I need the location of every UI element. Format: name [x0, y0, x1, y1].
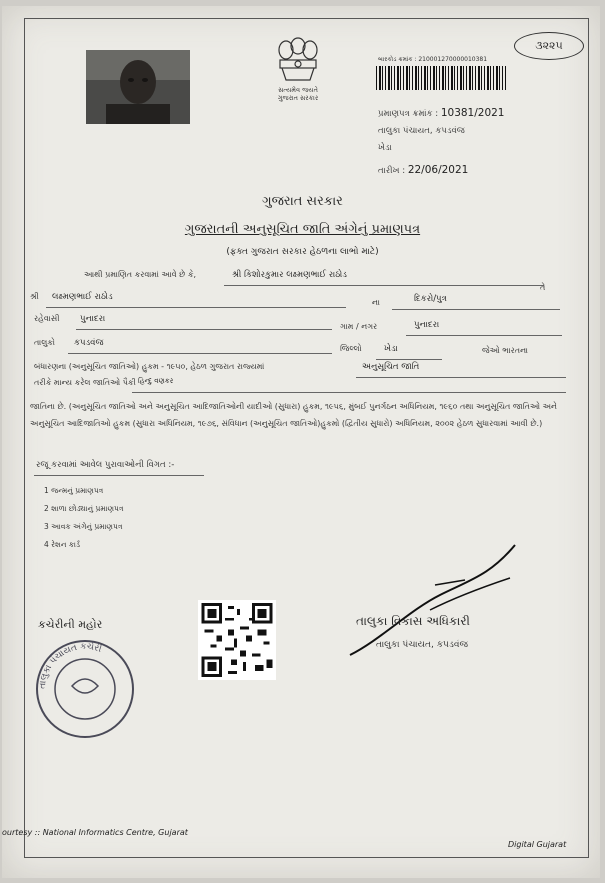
office-seal-icon — [30, 634, 140, 744]
taluka: કપડવંજ — [74, 338, 104, 348]
officer-title: તાલુકા વિકાસ અધિકારી — [356, 614, 470, 628]
certificate-number-row — [378, 107, 505, 119]
father-prefix: શ્રી — [30, 292, 39, 301]
underline — [76, 329, 332, 330]
handwritten-serial: ૩૨૨૫ — [514, 32, 584, 60]
underline — [224, 285, 544, 286]
office-line2: ખેડા — [378, 143, 392, 153]
india-label: જેઓ ભારતના — [482, 346, 529, 355]
date-label: તારીખ : — [378, 166, 406, 176]
certificate-subtitle: (ફક્ત ગુજરાત સરકાર હેઠળના લાભો માટે) — [226, 247, 379, 257]
office-line1: તાલુકા પંચાયત, કપડવંજ — [378, 126, 465, 136]
underline — [132, 392, 566, 393]
certificate-paper — [2, 6, 600, 878]
category: અનુસૂચિત જાતિ — [362, 362, 420, 372]
footer-brand: Digital Gujarat — [508, 840, 567, 849]
officer-office: તાલુકા પંચાયત, કપડવંજ — [376, 640, 468, 650]
resident-label: રહેવાસી — [34, 314, 60, 323]
date-row — [378, 164, 468, 176]
issue-date: 22/06/2021 — [407, 164, 469, 176]
document-item: 4 રેશન કાર્ડ — [44, 540, 81, 549]
constitution-line: બંધારણના (અનુસૂચિત જાતિઓ) હુકમ - ૧૯૫૦, હેઠળ ગુજરાત રાજ્યમાં — [34, 362, 265, 371]
caste: હિન્દુ વણકર — [138, 377, 174, 385]
father-name: લક્ષ્મણભાઈ રાઠોડ — [52, 292, 113, 302]
underline — [376, 359, 442, 360]
taluka-label: તાલુકો — [34, 338, 55, 347]
district-label: જિલ્લો — [340, 344, 362, 353]
barcode-label: બારકોડ ક્રમાંક : 210001270000010381 — [378, 56, 488, 63]
certificate-title: ગુજરાતની અનુસૂચિત જાતિ અંગેનું પ્રમાણપત્ર — [184, 222, 421, 237]
underline — [392, 309, 560, 310]
resident: પુનાદરા — [80, 314, 106, 324]
documents-heading: રજૂ કરવામાં આવેલ પુરાવાઓની વિગત :- — [36, 460, 175, 470]
govt-title: ગુજરાત સરકાર — [262, 194, 343, 209]
footer-credit: ourtesy :: National Informatics Centre, Gujarat — [2, 828, 188, 837]
applicant-photo — [86, 50, 190, 124]
certificate-number-label: પ્રમાણપત્ર ક્રમાંક : — [378, 109, 439, 119]
te-label: તે — [540, 283, 546, 292]
barcode — [376, 66, 506, 90]
underline — [46, 307, 346, 308]
legal-paragraph: જાતિના છે. (અનુસૂચિત જાતિઓ અને અનુસૂચિત આદિજાતિઓની યાદીઓ (સુધારા) હુકમ, ૧૯૫૬, મુંબઈ પુનર્ગઠન અધિનિયમ, ૧૯૬૦ તથા અનુસૂચિત જાતિઓ અને અનુસૂચિત આદિજાતિઓ હુકમ (સુધારા અધિનિયમ, ૧૯૭૬, સંવિધાન (અનુસૂચિત જાતિઓ)હુકમો (દ્વિતીય સુધારો) અધિનિયમ, ૨૦૦૨ હેઠળ સુધારવામાં આવી છે.) — [30, 402, 557, 428]
underline — [34, 475, 204, 476]
underline — [356, 377, 566, 378]
document-item: 2 શાળા છોડ્યાનું પ્રમાણપત્ર — [44, 504, 124, 513]
applicant-name: શ્રી કિશોરકુમાર લક્ષ્મણભાઈ રાઠોડ — [232, 270, 347, 280]
recognized-label: તરીકે માન્ય કરેલ જાતિઓ પૈકી — [34, 378, 136, 387]
underline — [406, 335, 562, 336]
seal-ring-text: તાલુકા પંચાયત કચેરી — [37, 641, 103, 690]
office-seal-title: કચેરીની મહોર — [38, 618, 103, 631]
village: પુનાદરા — [414, 320, 440, 330]
document-item: 3 આવક અંગેનું પ્રમાણપત્ર — [44, 522, 123, 531]
village-label: ગામ / નગર — [340, 322, 378, 331]
son-of-label: ના — [372, 298, 380, 307]
emblem-caption: સત્યમેવ જયતે ગુજરાત સરકાર — [277, 86, 319, 102]
document-item: 1 જન્મનું પ્રમાણપત્ર — [44, 486, 104, 495]
qr-code — [198, 600, 276, 680]
certify-label: આથી પ્રમાણિત કરવામાં આવે છે કે, — [84, 270, 197, 279]
certificate-number: 10381/2021 — [440, 107, 505, 119]
district: ખેડા — [384, 344, 398, 354]
relation: દિકરો/પુત્ર — [414, 294, 447, 304]
underline — [68, 353, 332, 354]
